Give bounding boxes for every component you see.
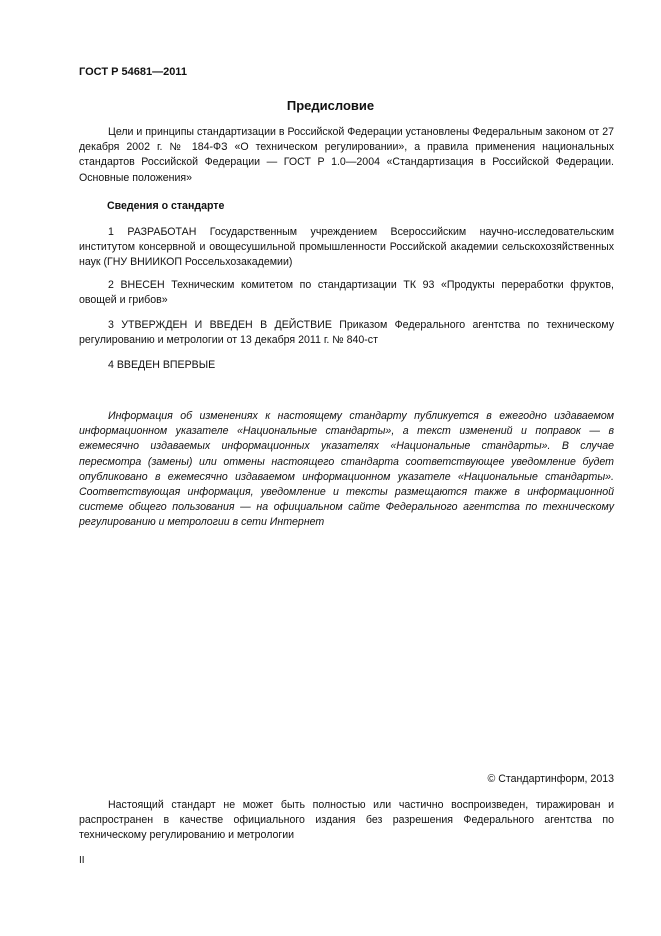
changes-info-notice: Информация об изменениях к настоящему стандарту публикуется в ежегодно издаваемом информационном указателе «Национальные стандарты», а текст изменений и поправок — в ежемесячно издаваемых информационных указателях «Национальные стандарты». В случае пересмотра (замены) или отмены настоящего стандарта соответствующее уведомление будет опубликовано в ежемесячно издаваемом информационном указателе «Национальные стандарты». Соответствующая информация, уведомление и тексты размещаются также в информационной системе общего пользования — на официальном сайте Федерального агентства по техническому регулированию и метрологии в сети Интернет: [79, 410, 614, 529]
standard-info-item-first-introduced: 4 ВВЕДЕН ВПЕРВЫЕ: [108, 359, 216, 371]
page-number: II: [79, 855, 85, 866]
reproduction-restriction-notice: Настоящий стандарт не может быть полностью или частично воспроизведен, тиражирован и распространен в качестве официального издания без разрешения Федерального агентства по техническому регулированию и метрологии: [79, 799, 614, 842]
document-id-header: ГОСТ Р 54681—2011: [79, 66, 187, 78]
standard-info-item-approved: 3 УТВЕРЖДЕН И ВВЕДЕН В ДЕЙСТВИЕ Приказом Федерального агентства по техническому регулированию и метрологии от 13 декабря 2011 г. № 840-ст: [79, 319, 614, 347]
standard-info-item-developed: 1 РАЗРАБОТАН Государственным учреждением Всероссийским научно-исследовательским институтом консервной и овощесушильной промышленности Российской академии сельскохозяйственных наук (ГНУ ВНИИКОП Россельхозакадемии): [79, 226, 614, 269]
standard-info-item-submitted: 2 ВНЕСЕН Техническим комитетом по стандартизации ТК 93 «Продукты переработки фруктов, овощей и грибов»: [79, 279, 614, 307]
copyright-notice: © Стандартинформ, 2013: [487, 773, 614, 785]
foreword-title: Предисловие: [286, 98, 375, 113]
foreword-intro-paragraph: Цели и принципы стандартизации в Российской Федерации установлены Федеральным законом от 27 декабря 2002 г. № 184-ФЗ «О техническом регулировании», а правила применения национальных стандартов Российской Федерации — ГОСТ Р 1.0—2004 «Стандартизация в Российской Федерации. Основные положения»: [79, 126, 614, 184]
standard-info-heading: Сведения о стандарте: [107, 200, 225, 212]
